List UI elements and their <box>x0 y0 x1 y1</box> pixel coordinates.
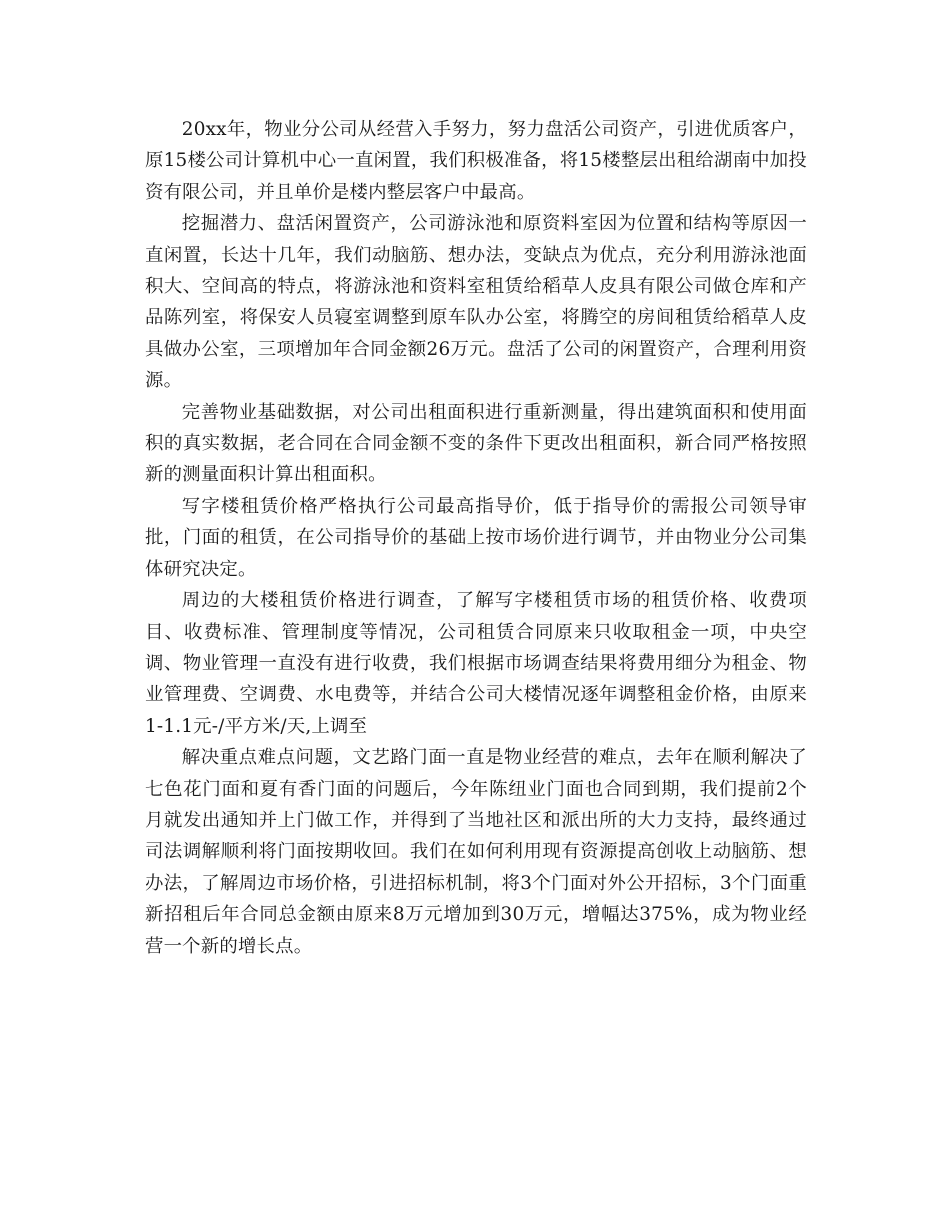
paragraph-asset-revitalization: 20xx年，物业分公司从经营入手努力，努力盘活公司资产，引进优质客户，原15楼公司计算机中心一直闲置，我们积极准备，将15楼整层出租给湖南中加投资有限公司，并且单价是楼内整层客户中最高。 <box>145 119 807 203</box>
paragraph-idle-assets: 挖掘潜力、盘活闲置资产，公司游泳池和原资料室因为位置和结构等原因一直闲置，长达十几年，我们动脑筋、想办法，变缺点为优点，充分利用游泳池面积大、空间高的特点，将游泳池和资料室租赁给稻草人皮具有限公司做仓库和产品陈列室，将保安人员寝室调整到原车队办公室，将腾空的房间租赁给稻草人皮具做办公室，三项增加年合同金额26万元。盘活了公司的闲置资产，合理利用资源。 <box>145 213 807 392</box>
paragraph-market-survey: 周边的大楼租赁价格进行调查，了解写字楼租赁市场的租赁价格、收费项目、收费标准、管理制度等情况，公司租赁合同原来只收取租金一项，中央空调、物业管理一直没有进行收费，我们根据市场调查结果将费用细分为租金、物业管理费、空调费、水电费等，并结合公司大楼情况逐年调整租金价格，由原来1-1.1元-/平方米/天,上调至 <box>145 590 807 737</box>
paragraph-rental-pricing: 写字楼租赁价格严格执行公司最高指导价，低于指导价的需报公司领导审批，门面的租赁，在公司指导价的基础上按市场价进行调节，并由物业分公司集体研究决定。 <box>145 495 807 580</box>
paragraph-key-issues: 解决重点难点问题，文艺路门面一直是物业经营的难点，去年在顺利解决了七色花门面和夏有香门面的问题后，今年陈纽业门面也合同到期，我们提前2个月就发出通知并上门做工作，并得到了当地社区和派出所的大力支持，最终通过司法调解顺利将门面按期收回。我们在如何利用现有资源提高创收上动脑筋、想办法，了解周边市场价格，引进招标机制，将3个门面对外公开招标，3个门面重新招租后年合同总金额由原来8万元增加到30万元，增幅达375%，成为物业经营一个新的增长点。 <box>145 747 807 957</box>
paragraph-base-data: 完善物业基础数据，对公司出租面积进行重新测量，得出建筑面积和使用面积的真实数据，老合同在合同金额不变的条件下更改出租面积，新合同严格按照新的测量面积计算出租面积。 <box>145 401 807 486</box>
